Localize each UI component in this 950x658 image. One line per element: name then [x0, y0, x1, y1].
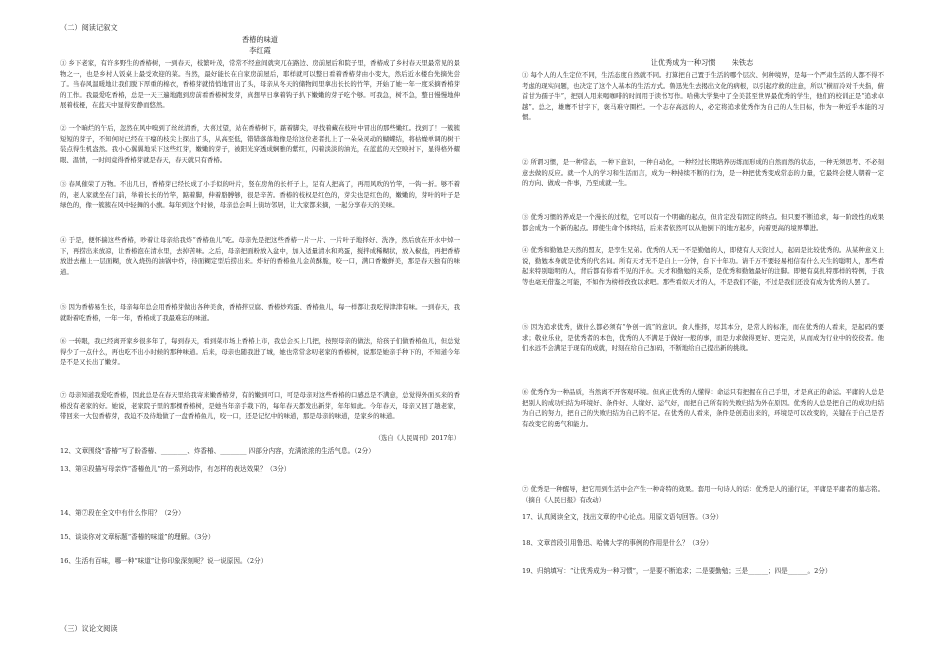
right-column [522, 0, 884, 658]
paragraph-r2: ② 所谓习惯，是一种常态，一种下意识，一种自动化，一种经过长期培养历练而形成的自然而然的状态，一种无须思考、不必刻意去做的反应。就一个人的学习和生活而言，成为一种持续不断的行为，是一种把优秀变成常态的力量，它最终会使人朝着一定的方向、做成一件事，乃至成就一生。 [522, 158, 884, 188]
paragraph-r3: ③ 优秀习惯的养成是一个漫长的过程，它可以有一个明确的起点，但肯定没有固定的终点。但只要不断追求，每一阶段性的成果都会成为一个新的起点。即使生命个体终结，后来者依然可以从他倒下的地方起步，向着更高的境界攀进。 [522, 213, 884, 232]
paragraph-1: ① 乡下老家，有许多野生的香椿树，一到春天，枝繁叶茂，常常不经意间就突兀在路边、房前屋后和院子里，香椿成了乡村春天里最常见的景物之一，也是乡村人饭桌上最受欢迎的菜。当然，最好能长在自家房前屋后，耶样就可以整日看着香椿芽由小变大，然后近水楼台先摘先尝了。当春风温暖地让我们脱下厚重的棉衣，香椿芽就悄悄地冒出了头，母亲从冬天的储物间里拿出长长的竹竿，开始了她一年一度采摘香椿芽的工作。我最爱吃香椿，总是一天三遍地跑到房前看香椿树发芽，真想早日拿着钩子扒下嫩嫩的芽子吃个够。可我急，树不急，整日慢慢地伸展着枝桠，在蓝天中显得安静而悠然。 [60, 59, 460, 110]
article-title-right [632, 58, 772, 68]
paragraph-7: ⑦ 母亲知道我爱吃香椿，因此总是在春天里给我寄来嫩香椿芽，有的嫩到可口，可是母亲对这些香椿的口感总是不满意，总觉得外面买来的香椿没有老家的好。她说，老家院子里的那棵香椿树，是她当年亲手栽下的，每年春天都发出新芽，年年如此。今年春天，母亲又回了趟老家，带回来一大包香椿芽，我迫不及待地做了一盘香椿鱼儿，咬一口，还是记忆中的味道，那是母亲的味道，是家乡的味道。 [60, 391, 460, 421]
article-author: 李红霞 [249, 46, 271, 55]
article-author-right: 朱铁志 [731, 58, 754, 67]
article-title-text: 让优秀成为一种习惯 [650, 58, 716, 67]
article-source: （选自《人民周刊》2017年） [374, 435, 460, 442]
left-column [60, 0, 460, 658]
paragraph-r1: ① 每个人的人生定位不同，生活态度自然就不同。打算把自己置于生活的哪个层次、何种境界，是每一个严肃生活的人都不得不考虑的现实问题，也决定了这个人基本的生活方式。鲁迅先生去揭出文化的病根，以引起疗救的注意，所以“横眉冷对千夫指，俯首甘为孺子牛”，把别人用来喝咖啡的时间用于读书写作。哈佛大学集中了全美甚至世界最优秀的学生，他们的校训正是“追求卓越”。总之，雄鹰不甘宇下，褒马难守圈栏。一个志存高远的人，必定将追求优秀作为自己的人生目标，作为一种近乎本能的习惯。 [522, 71, 884, 122]
section-title-argumentative: （三）议论文阅读 [60, 624, 118, 633]
paragraph-3: ③ 春风催荣了万物。不出几日，香椿芽已经长成了小手似的叶片，竖在房角的长杆子上，足有人把高了，再用风吹的竹竿，一钩一折。够不着的，老人家就坐在门前，举着长长的竹竿，踮着脚，伸着胳膊够，很是辛苦。香椿的枝权是红色的，芽尖也是红色的，嫩嫩的，芽叶的叶子是绿色的，像一簇簇在风中轻舞的小旗。每年到这个时候，母亲总会叫上街坊邻居，让大家都来摘，一起分享春天的美味。 [60, 180, 460, 210]
question-12: 12、文章围绕“香椿”写了盼香椿、________、炸香椿、________ 四部分内容，充满浓浓的生活气息。（2分） [60, 447, 375, 455]
question-13: 13、第④段描写母亲炸“香椿鱼儿”的一系列动作，有怎样的表达效果？（3分） [60, 465, 291, 473]
paragraph-2: ② 一个晌烂的午后，忽然在风中嗅到了丝丝清香，大喜过望，站在香椿树下，踮着脚尖，寻找着藏在枝叶中冒出的那些嫩红。找到了！一簇簇短短的芽子，不知何时已经在干瘪的枝尖上探出了头，从高至低，错错落落地像是给这位老者扎上了一朵朵灵动的蝴蝶结，将枯燥单调的树干装点得生机盎然。我小心翼翼地采下这些红芽，嫩嫩的芽子，被阳光穿透成娴雅的紫红，闪着淡淡的油光，在蓝蓝的天空映衬下，显得格外耀眼、温情，一时间竟得香椿芽就是春天，春天就只有香椿。 [60, 124, 460, 164]
question-14: 14、第⑦段在全文中有什么作用？（2分） [60, 509, 185, 517]
question-16: 16、生活有百味，哪一种“味道”让你印象深刻呢？说一说原因。（2分） [60, 557, 268, 565]
paragraph-r6: ⑥ 优秀作为一种品质，当然离不开客观环境。但真正优秀的人懂得：命运只有把握在自己手里，才是真正的命运。平庸的人总是把别人的成功归结为环境好、条件好、人缘好、运气好，而把自己所有的失败归结为外在原因。优秀的人总是把自己的成功归结为自己的努力，把自己的失败归结为自己的不足。在优秀的人看来，条件是创造出来的，环境是可以改变的，关键在于自己是否有改变它的勇气和能力。 [522, 388, 884, 428]
article-title: 香椿的味道 [242, 35, 278, 44]
section-title-narrative: （二）阅读记叙文 [60, 23, 118, 32]
paragraph-5: ⑤ 因为香椿易生长，母亲每年总会用香椿芽做出各种美食，香椿拌豆腐、香椿炒鸡蛋、香椿鱼儿，每一样都让我吃得津津有味。一到春天，我就盼着吃香椿，一年一年，香椿成了我最难忘的味道。 [60, 303, 460, 322]
question-17: 17、认真阅读全文，找出文章的中心论点。用原文语句回答。（3分） [522, 513, 723, 521]
question-19: 19、归纳填写：“让优秀成为一种习惯”，一是要不断追求；二是要勤勉；三是______；四是______。2分） [522, 567, 832, 575]
paragraph-r4: ④ 优秀和勤勉是天然的盟友，是孪生兄弟。优秀的人无一不是勤勉的人，即使有人天资过人，起码是比较优秀的。从某种意义上说，勤勉本身就是优秀的代名词。所有天才无不是自上一分钟，台下十年功。请千万不要轻易相信有什么天生的聪明人，那些看起来特别聪明的人，背后都有你看不见的汗水。天才和勤勉的关系，是优秀和勤勉最好的注脚。即便有莫扎特那样的特例，于我等也毫无借鉴之可能，不如作为榜样孜孜以求吧。那些看似天才的人，不是我们不能，不过是我们还没有成为优秀的人罢了。 [522, 246, 884, 286]
question-18: 18、文章首段引用鲁迅、哈佛大学的事例的作用是什么？（3分） [522, 539, 713, 547]
paragraph-r5: ⑤ 因为追求优秀，做什么都必须有“争创一流”的意识。食人惟择，尽其本分，是常人的标准，而在优秀的人看来，是起码的要求；敬业乐业，是优秀者的本色，优秀的人不满足于做好一般的事，而是力求做得更好、更完美，从而成为行业中的佼佼者。他们永远不会满足于现有的成就，时刻在给自己加码，不断地给自己提出新的挑战。 [522, 323, 884, 353]
paragraph-6: ⑥ 一转眼，我已经离开家乡很多年了，每到春天，看到菜市场上香椿上市，我总会买上几把，按照母亲的做法，给孩子们做香椿鱼儿，但总觉得少了一点什么，再也吃不出小时候的那种味道。后来，母亲也随我进了城，她也常常念叨老家的香椿树，说那是她亲手种下的，不知道今年是不是又长出了嫩芽。 [60, 337, 460, 367]
paragraph-4: ④ 于是，便怀揣这些香椿，吵着让母亲给我炸“香椿鱼儿”吃。母亲先是把这些香椿一片一片、一片叶子地择好、洗净，然后放在开水中焯一下，再捞出来放凉，让香椿泡在清水里，去掉苦味。之后，母亲把面粉放入盆中，加入适量清水和鸡蛋，搅拌成稀糊状，放入椒盐，再把香椿放进去蘸上一层面糊，放入烧热的油锅中炸，待面糊定型后捞出来。炸好的香椿鱼儿金黄酥脆，咬一口，满口香嫩鲜美，那是春天独有的味道。 [60, 236, 460, 276]
paragraph-r7: ⑦ 优秀是一种醒导，把它用到生活中会产生一种奇特的效果。套用一句诗人的话：优秀是人的通行证，平庸是平庸者的墓志铭。（摘自《人民日报》有改动） [522, 485, 884, 504]
question-15: 15、谈谈你对文章标题“香椿的味道”的理解。（3分） [60, 533, 215, 541]
